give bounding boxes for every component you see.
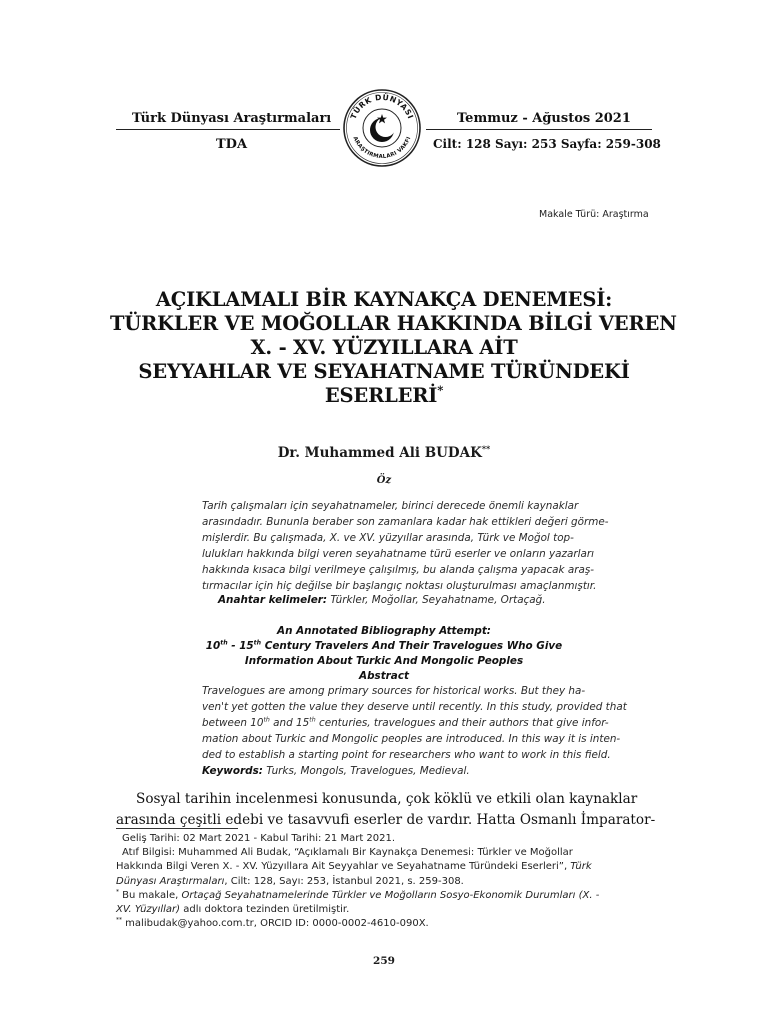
title-line: AÇIKLAMALI BİR KAYNAKÇA DENEMESİ: [155, 288, 613, 311]
header-rule-left [116, 129, 340, 130]
seal-top-text: TÜRK DÜNYASI [348, 92, 416, 121]
footnote-thesis: XV. Yüzyıllar) adlı doktora tezinden üretilmiştir. [116, 904, 350, 916]
oz-keywords-text: Türkler, Moğollar, Seyahatname, Ortaçağ. [330, 594, 546, 606]
author-footnote-mark: ** [481, 443, 491, 454]
oz-line: tırmacılar için hiç değilse bir başlangıç noktası oluşturulması amaçlanmıştır. [202, 580, 597, 592]
footnote-citation: Dünyası Araştırmaları, Cilt: 128, Sayı: 253, İstanbul 2021, s. 259-308. [116, 875, 464, 887]
footnote-contact: ** malibudak@yahoo.com.tr, ORCID ID: 0000-0002-4610-090X. [116, 916, 429, 930]
author-name: Dr. Muhammed Ali BUDAK** [277, 443, 491, 461]
title-line: ESERLERİ* [324, 383, 444, 407]
footnote-separator [116, 828, 238, 829]
abstract-keywords-label: Keywords: [202, 765, 263, 777]
footnote-thesis: * Bu makale, Ortaçağ Seyahatnamelerinde Türkler ve Moğolların Sosyo-Ekonomik Durumları (X. - [116, 888, 600, 901]
footnote-dates: Geliş Tarihi: 02 Mart 2021 - Kabul Tarihi: 21 Mart 2021. [122, 833, 396, 844]
footnote-citation: Atıf Bilgisi: Muhammed Ali Budak, “Açıklamalı Bir Kaynakça Denemesi: Türkler ve Moğollar [122, 847, 573, 859]
title-line: SEYYAHLAR VE SEYAHATNAME TÜRÜNDEKİ [138, 360, 630, 383]
journal-name: Türk Dünyası Araştırmaları [132, 111, 332, 126]
abstract-paragraph [202, 683, 627, 779]
header-rule-right [426, 129, 652, 130]
article-title [110, 288, 677, 408]
body-line: Sosyal tarihin incelenmesi konusunda, çok köklü ve etkili olan kaynaklar [136, 791, 638, 807]
title-footnote-mark: * [437, 383, 444, 398]
issue-date: Temmuz - Ağustos 2021 [457, 111, 631, 126]
footnote-citation: Hakkında Bilgi Veren X. - XV. Yüzyıllara Ait Seyyahlar ve Seyahatname Türündeki Eserleri”, Türk [116, 861, 592, 873]
oz-line: Tarih çalışmaları için seyahatnameler, birinci derecede önemli kaynaklar [202, 500, 579, 512]
oz-keywords [218, 592, 546, 608]
title-line: TÜRKLER VE MOĞOLLAR HAKKINDA BİLGİ VEREN [110, 312, 677, 335]
english-title [150, 624, 618, 684]
abstract-line: ded to establish a starting point for researchers who want to work in this field. [202, 749, 611, 761]
body-line: arasında çeşitli edebi ve tasavvufi eserler de vardır. Hatta Osmanlı İmparator- [116, 812, 656, 828]
page-number: 259 [373, 955, 395, 967]
seal-bottom-text: ARAŞTIRMALARI VAKFI [351, 135, 413, 161]
english-title-line: 10th - 15th Century Travelers And Their Travelogues Who Give [205, 639, 563, 652]
volume-info: Cilt: 128 Sayı: 253 Sayfa: 259-308 [433, 137, 661, 151]
foundation-seal-logo [342, 88, 422, 168]
oz-line: mişlerdir. Bu çalışmada, X. ve XV. yüzyıllar arasında, Türk ve Moğol top- [202, 532, 574, 544]
abstract-heading: Abstract [359, 670, 409, 682]
abstract-line: mation about Turkic and Mongolic peoples are introduced. In this way it is inten- [202, 733, 621, 745]
oz-line: arasındadır. Bununla beraber son zamanlara kadar hak ettikleri değeri görme- [202, 516, 609, 528]
oz-keywords-label: Anahtar kelimeler: [218, 594, 328, 606]
body-paragraph [116, 789, 655, 831]
abstract-line: Travelogues are among primary sources for historical works. But they ha- [202, 685, 586, 697]
oz-heading: Öz [376, 475, 392, 486]
oz-paragraph [202, 498, 609, 594]
abstract-keywords-text: Turks, Mongols, Travelogues, Medieval. [266, 765, 470, 777]
footnotes [116, 832, 599, 931]
abstract-line: between 10th and 15th centuries, travelogues and their authors that give infor- [202, 716, 609, 729]
journal-abbreviation: TDA [216, 137, 248, 152]
abstract-line: ven't yet gotten the value they deserve until recently. In this study, provided that [202, 701, 627, 713]
english-title-line: An Annotated Bibliography Attempt: [277, 625, 491, 637]
oz-line: lulukları hakkında bilgi veren seyahatname türü eserler ve onların yazarları [202, 548, 595, 560]
article-type-label: Makale Türü: Araştırma [539, 209, 649, 220]
oz-line: hakkında kısaca bilgi verilmeye çalışılmış, bu alanda çalışma yapacak araş- [202, 564, 595, 576]
english-title-line: Information About Turkic And Mongolic Peoples [244, 655, 524, 667]
title-line: X. - XV. YÜZYILLARA AİT [250, 336, 518, 359]
